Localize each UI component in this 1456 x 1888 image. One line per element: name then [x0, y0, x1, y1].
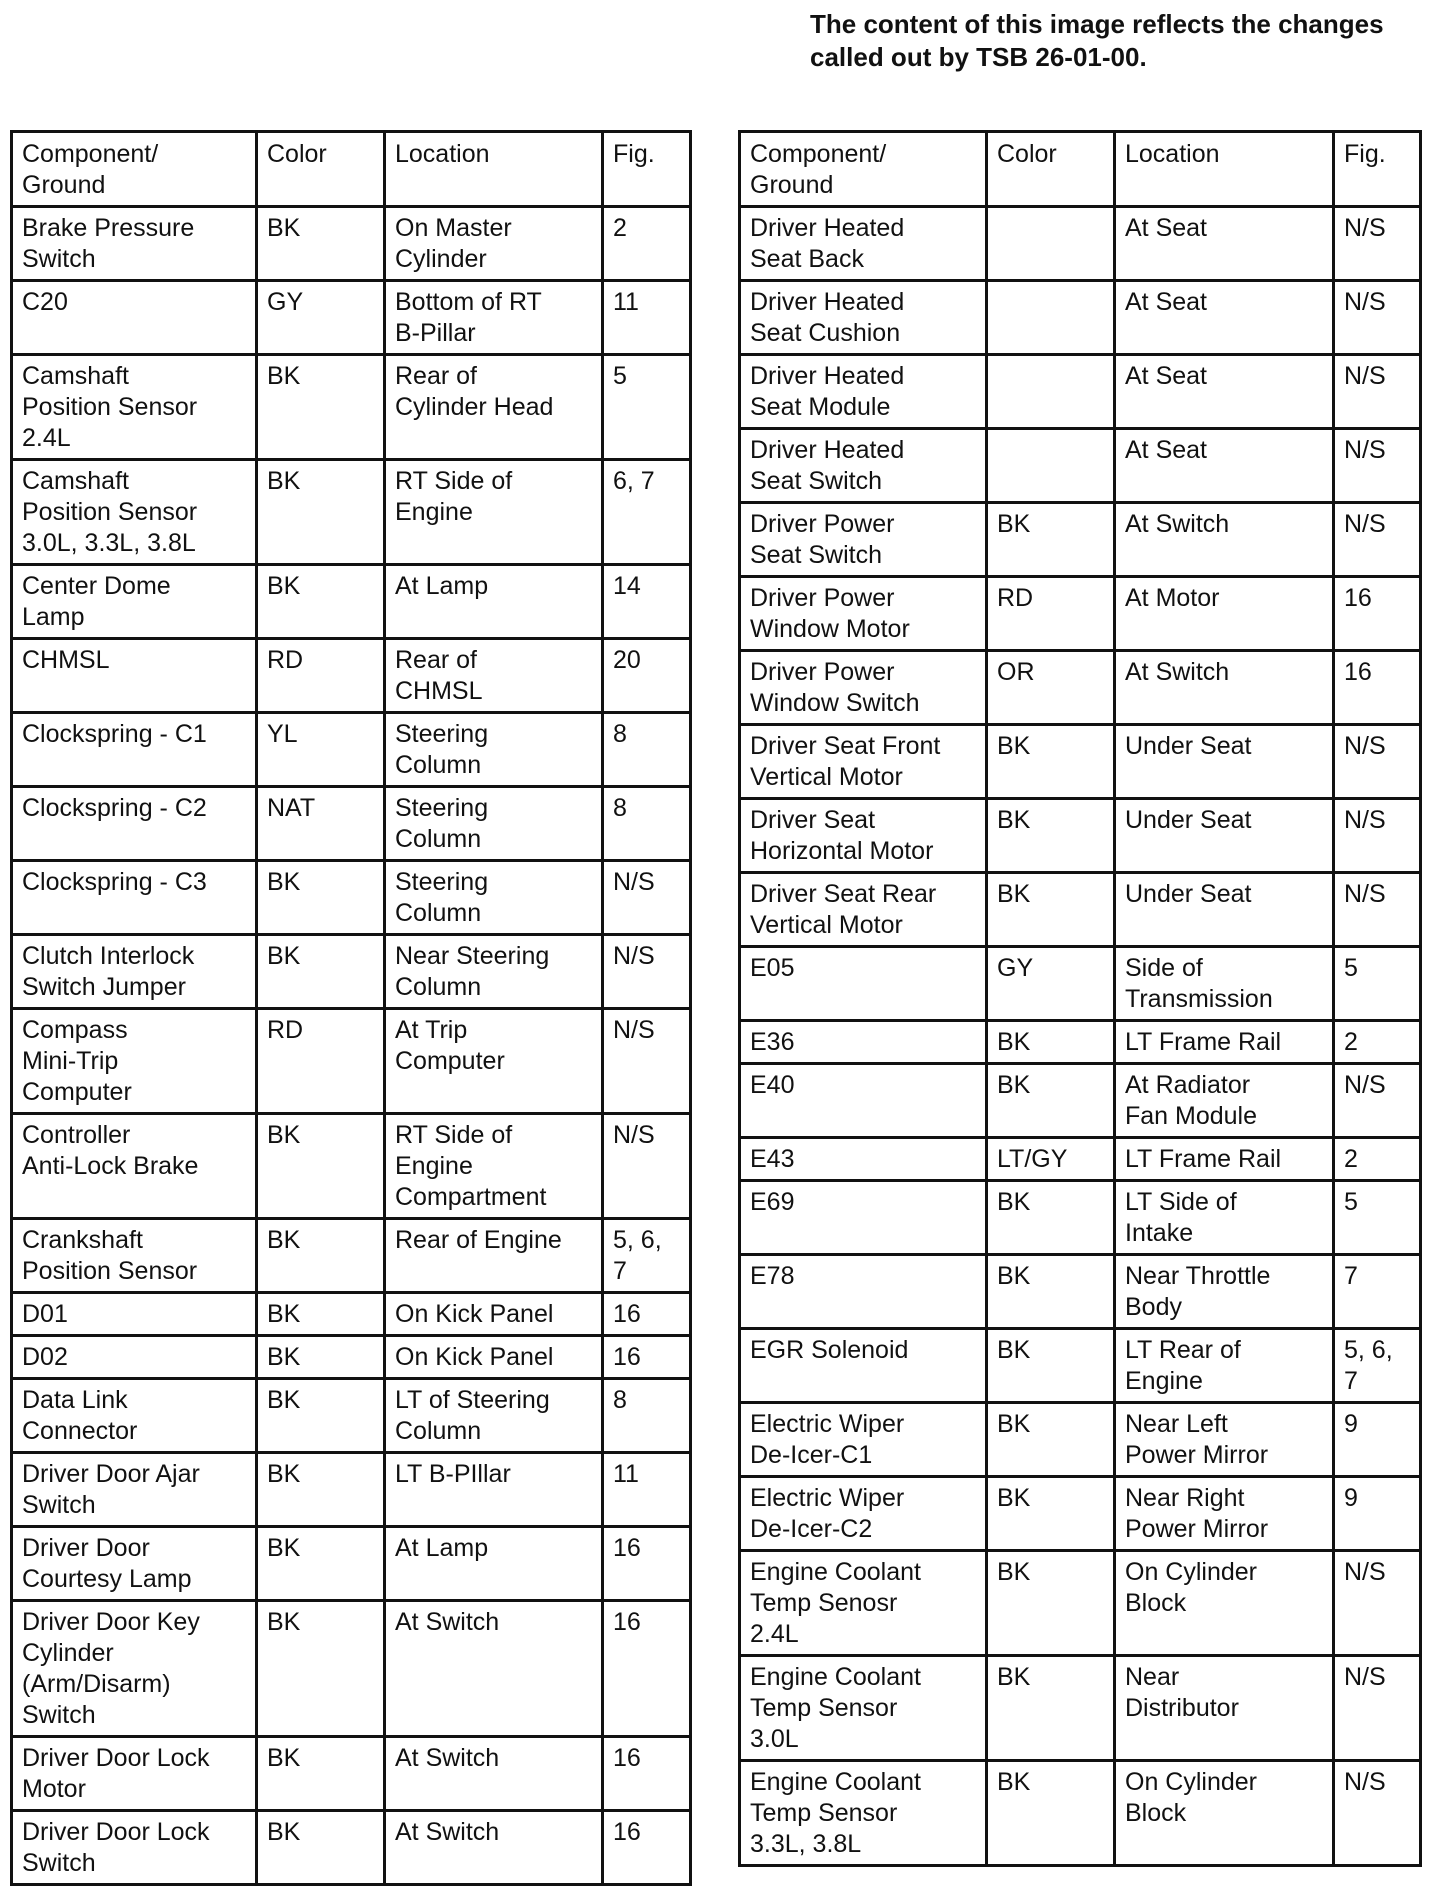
cell-fig: 8 [603, 1379, 691, 1453]
cell-color: YL [257, 713, 385, 787]
cell-location: Near Left Power Mirror [1115, 1403, 1334, 1477]
cell-component: Camshaft Position Sensor 2.4L [12, 355, 257, 460]
cell-fig: 5 [1334, 1181, 1421, 1255]
cell-color: BK [257, 1219, 385, 1293]
header-component: Component/ Ground [740, 132, 987, 207]
cell-location: Near Right Power Mirror [1115, 1477, 1334, 1551]
cell-component: E69 [740, 1181, 987, 1255]
cell-fig: 8 [603, 787, 691, 861]
cell-component: C20 [12, 281, 257, 355]
cell-component: Driver Seat Rear Vertical Motor [740, 873, 987, 947]
cell-fig: 11 [603, 1453, 691, 1527]
cell-color [987, 207, 1115, 281]
cell-component: Driver Power Window Switch [740, 651, 987, 725]
cell-color: BK [987, 725, 1115, 799]
table-row [740, 1138, 1421, 1181]
cell-component: Driver Door Lock Motor [12, 1737, 257, 1811]
cell-fig: 11 [603, 281, 691, 355]
cell-color: GY [257, 281, 385, 355]
cell-location: At Radiator Fan Module [1115, 1064, 1334, 1138]
tsb-notice-line2: called out by TSB 26-01-00. [810, 42, 1147, 72]
cell-color: NAT [257, 787, 385, 861]
cell-fig: 16 [603, 1336, 691, 1379]
table-row [740, 651, 1421, 725]
cell-fig: 20 [603, 639, 691, 713]
header-fig: Fig. [603, 132, 691, 207]
cell-component: Crankshaft Position Sensor [12, 1219, 257, 1293]
cell-component: Driver Power Seat Switch [740, 503, 987, 577]
cell-fig: 2 [603, 207, 691, 281]
cell-color: BK [987, 1656, 1115, 1761]
cell-location: At Switch [1115, 651, 1334, 725]
cell-component: Data Link Connector [12, 1379, 257, 1453]
header-fig: Fig. [1334, 132, 1421, 207]
cell-component: Engine Coolant Temp Sensor 3.3L, 3.8L [740, 1761, 987, 1866]
header-color: Color [987, 132, 1115, 207]
cell-color: RD [257, 639, 385, 713]
cell-component: Driver Seat Front Vertical Motor [740, 725, 987, 799]
table-row [12, 355, 691, 460]
cell-location: Under Seat [1115, 799, 1334, 873]
cell-fig: 14 [603, 565, 691, 639]
cell-color: BK [257, 1379, 385, 1453]
cell-location: LT Rear of Engine [1115, 1329, 1334, 1403]
cell-location: On Master Cylinder [385, 207, 603, 281]
cell-color [987, 355, 1115, 429]
cell-location: At Motor [1115, 577, 1334, 651]
cell-color: BK [257, 1527, 385, 1601]
table-row [12, 787, 691, 861]
header-location: Location [1115, 132, 1334, 207]
cell-color: RD [987, 577, 1115, 651]
cell-fig: N/S [1334, 429, 1421, 503]
cell-component: E36 [740, 1021, 987, 1064]
cell-fig: N/S [1334, 1656, 1421, 1761]
cell-color: BK [257, 1336, 385, 1379]
cell-fig: N/S [1334, 1551, 1421, 1656]
table-row [740, 873, 1421, 947]
table-row [12, 1601, 691, 1737]
cell-color: LT/GY [987, 1138, 1115, 1181]
cell-color: BK [987, 1255, 1115, 1329]
cell-color: BK [257, 1293, 385, 1336]
table-row [740, 577, 1421, 651]
cell-location: Bottom of RT B-Pillar [385, 281, 603, 355]
cell-location: RT Side of Engine Compartment [385, 1114, 603, 1219]
table-row [740, 1255, 1421, 1329]
cell-component: D02 [12, 1336, 257, 1379]
table-row [740, 1181, 1421, 1255]
cell-location: Side of Transmission [1115, 947, 1334, 1021]
cell-fig: 16 [1334, 577, 1421, 651]
cell-fig: 16 [603, 1737, 691, 1811]
cell-fig: N/S [1334, 503, 1421, 577]
cell-color: BK [257, 1737, 385, 1811]
cell-location: Under Seat [1115, 725, 1334, 799]
cell-component: Driver Power Window Motor [740, 577, 987, 651]
cell-component: Driver Door Lock Switch [12, 1811, 257, 1885]
cell-component: Center Dome Lamp [12, 565, 257, 639]
cell-component: Brake Pressure Switch [12, 207, 257, 281]
cell-location: Under Seat [1115, 873, 1334, 947]
cell-location: LT Frame Rail [1115, 1021, 1334, 1064]
table-row [740, 725, 1421, 799]
cell-color: BK [987, 1329, 1115, 1403]
cell-location: At Seat [1115, 207, 1334, 281]
cell-location: Near Throttle Body [1115, 1255, 1334, 1329]
table-row [12, 1737, 691, 1811]
cell-fig: 9 [1334, 1477, 1421, 1551]
cell-location: At Switch [385, 1601, 603, 1737]
header-color: Color [257, 132, 385, 207]
table-row [740, 799, 1421, 873]
table-row [740, 1551, 1421, 1656]
table-row [740, 1761, 1421, 1866]
cell-location: On Cylinder Block [1115, 1551, 1334, 1656]
table-row [740, 207, 1421, 281]
table-row [740, 429, 1421, 503]
cell-color: BK [987, 799, 1115, 873]
table-row [740, 281, 1421, 355]
cell-component: Camshaft Position Sensor 3.0L, 3.3L, 3.8L [12, 460, 257, 565]
cell-component: Electric Wiper De-Icer-C2 [740, 1477, 987, 1551]
cell-fig: 16 [603, 1811, 691, 1885]
table-row [740, 1403, 1421, 1477]
tsb-notice [810, 8, 1450, 74]
cell-color: BK [257, 1601, 385, 1737]
cell-component: Driver Seat Horizontal Motor [740, 799, 987, 873]
cell-color [987, 429, 1115, 503]
cell-component: Driver Heated Seat Module [740, 355, 987, 429]
cell-location: Rear of Engine [385, 1219, 603, 1293]
cell-component: Engine Coolant Temp Senosr 2.4L [740, 1551, 987, 1656]
cell-component: Clockspring - C3 [12, 861, 257, 935]
cell-location: RT Side of Engine [385, 460, 603, 565]
cell-fig: 2 [1334, 1021, 1421, 1064]
cell-component: Clutch Interlock Switch Jumper [12, 935, 257, 1009]
tsb-notice-line1: The content of this image reflects the changes [810, 9, 1384, 39]
cell-fig: 5 [603, 355, 691, 460]
cell-fig: 16 [1334, 651, 1421, 725]
cell-color: GY [987, 947, 1115, 1021]
cell-color: BK [257, 207, 385, 281]
table-row [12, 281, 691, 355]
cell-color: BK [257, 1114, 385, 1219]
cell-component: Clockspring - C1 [12, 713, 257, 787]
cell-fig: N/S [1334, 873, 1421, 947]
cell-location: On Cylinder Block [1115, 1761, 1334, 1866]
cell-component: Driver Heated Seat Back [740, 207, 987, 281]
cell-fig: N/S [1334, 799, 1421, 873]
cell-location: At Switch [1115, 503, 1334, 577]
table-row [12, 1453, 691, 1527]
cell-fig: N/S [1334, 355, 1421, 429]
cell-fig: 8 [603, 713, 691, 787]
cell-fig: 16 [603, 1293, 691, 1336]
table-header-row [12, 132, 691, 207]
table-header-row [740, 132, 1421, 207]
cell-color: BK [257, 861, 385, 935]
table-row [12, 1379, 691, 1453]
cell-component: Driver Door Courtesy Lamp [12, 1527, 257, 1601]
cell-component: CHMSL [12, 639, 257, 713]
table-row [12, 1114, 691, 1219]
cell-fig: 5, 6, 7 [1334, 1329, 1421, 1403]
table-row [740, 1021, 1421, 1064]
cell-fig: N/S [603, 1114, 691, 1219]
table-row [740, 1656, 1421, 1761]
ground-table-right [738, 130, 1422, 1867]
table-row [12, 1009, 691, 1114]
cell-location: Rear of CHMSL [385, 639, 603, 713]
cell-color: RD [257, 1009, 385, 1114]
cell-color: BK [987, 1181, 1115, 1255]
cell-location: At Trip Computer [385, 1009, 603, 1114]
cell-location: Rear of Cylinder Head [385, 355, 603, 460]
cell-color: BK [257, 355, 385, 460]
cell-fig: N/S [1334, 1761, 1421, 1866]
table-row [12, 713, 691, 787]
cell-location: At Switch [385, 1811, 603, 1885]
table-row [740, 355, 1421, 429]
cell-location: On Kick Panel [385, 1336, 603, 1379]
table-row [12, 1219, 691, 1293]
cell-location: LT of Steering Column [385, 1379, 603, 1453]
header-component: Component/ Ground [12, 132, 257, 207]
cell-location: Near Steering Column [385, 935, 603, 1009]
cell-fig: 5, 6, 7 [603, 1219, 691, 1293]
cell-color: BK [987, 1403, 1115, 1477]
cell-color: BK [257, 1453, 385, 1527]
cell-color: BK [987, 1477, 1115, 1551]
cell-color: BK [987, 1761, 1115, 1866]
cell-location: Near Distributor [1115, 1656, 1334, 1761]
cell-fig: N/S [1334, 207, 1421, 281]
cell-component: Driver Heated Seat Switch [740, 429, 987, 503]
table-row [740, 947, 1421, 1021]
cell-component: D01 [12, 1293, 257, 1336]
cell-component: E43 [740, 1138, 987, 1181]
cell-component: Compass Mini-Trip Computer [12, 1009, 257, 1114]
cell-component: E78 [740, 1255, 987, 1329]
cell-component: Driver Heated Seat Cushion [740, 281, 987, 355]
cell-color: BK [987, 873, 1115, 947]
table-row [12, 1336, 691, 1379]
cell-location: At Lamp [385, 565, 603, 639]
cell-component: Controller Anti-Lock Brake [12, 1114, 257, 1219]
cell-color: BK [987, 1064, 1115, 1138]
cell-fig: N/S [603, 861, 691, 935]
cell-fig: N/S [1334, 725, 1421, 799]
cell-color: OR [987, 651, 1115, 725]
table-row [740, 1477, 1421, 1551]
table-row [12, 565, 691, 639]
cell-fig: 16 [603, 1527, 691, 1601]
cell-component: Driver Door Ajar Switch [12, 1453, 257, 1527]
cell-fig: 7 [1334, 1255, 1421, 1329]
cell-fig: 6, 7 [603, 460, 691, 565]
cell-component: E05 [740, 947, 987, 1021]
cell-color: BK [987, 503, 1115, 577]
cell-location: LT Side of Intake [1115, 1181, 1334, 1255]
table-row [12, 639, 691, 713]
cell-location: At Switch [385, 1737, 603, 1811]
table-row [12, 861, 691, 935]
cell-color: BK [257, 460, 385, 565]
ground-table-left [10, 130, 692, 1886]
cell-location: LT B-PIllar [385, 1453, 603, 1527]
table-row [12, 207, 691, 281]
cell-component: Engine Coolant Temp Sensor 3.0L [740, 1656, 987, 1761]
cell-fig: 5 [1334, 947, 1421, 1021]
cell-location: At Lamp [385, 1527, 603, 1601]
cell-color: BK [257, 565, 385, 639]
cell-component: EGR Solenoid [740, 1329, 987, 1403]
table-row [12, 460, 691, 565]
cell-color [987, 281, 1115, 355]
cell-location: At Seat [1115, 429, 1334, 503]
cell-fig: N/S [1334, 281, 1421, 355]
cell-component: Driver Door Key Cylinder (Arm/Disarm) Switch [12, 1601, 257, 1737]
cell-color: BK [987, 1551, 1115, 1656]
table-row [12, 935, 691, 1009]
table-row [740, 503, 1421, 577]
table-row [12, 1811, 691, 1885]
cell-fig: N/S [603, 1009, 691, 1114]
cell-fig: 2 [1334, 1138, 1421, 1181]
cell-location: At Seat [1115, 281, 1334, 355]
cell-color: BK [257, 1811, 385, 1885]
cell-component: Electric Wiper De-Icer-C1 [740, 1403, 987, 1477]
table-row [12, 1293, 691, 1336]
cell-location: At Seat [1115, 355, 1334, 429]
table-row [740, 1064, 1421, 1138]
cell-color: BK [987, 1021, 1115, 1064]
table-row [12, 1527, 691, 1601]
cell-location: Steering Column [385, 861, 603, 935]
cell-location: On Kick Panel [385, 1293, 603, 1336]
table-row [740, 1329, 1421, 1403]
cell-color: BK [257, 935, 385, 1009]
cell-fig: 9 [1334, 1403, 1421, 1477]
cell-fig: N/S [1334, 1064, 1421, 1138]
cell-location: LT Frame Rail [1115, 1138, 1334, 1181]
cell-component: E40 [740, 1064, 987, 1138]
cell-component: Clockspring - C2 [12, 787, 257, 861]
header-location: Location [385, 132, 603, 207]
cell-location: Steering Column [385, 787, 603, 861]
cell-fig: 16 [603, 1601, 691, 1737]
cell-location: Steering Column [385, 713, 603, 787]
cell-fig: N/S [603, 935, 691, 1009]
